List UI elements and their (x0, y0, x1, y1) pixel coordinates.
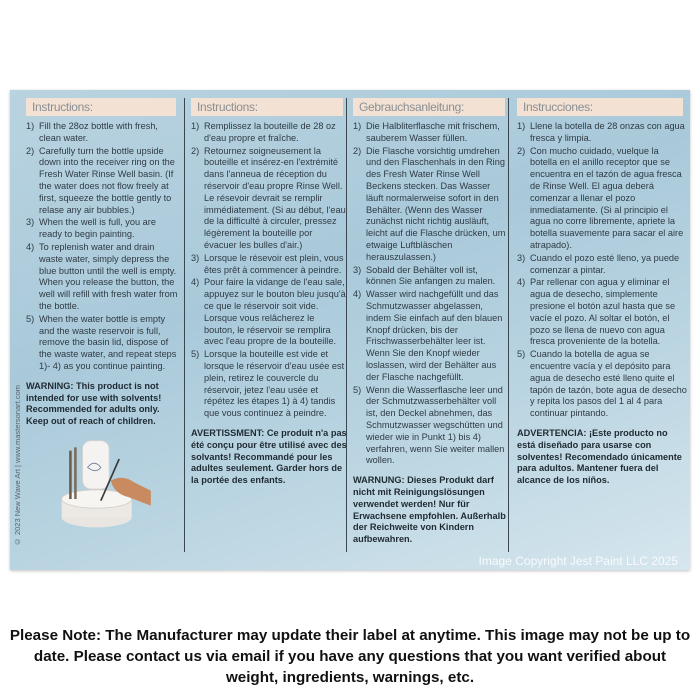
column-english (26, 98, 180, 552)
step-number: 3) (517, 252, 526, 263)
column-french (184, 98, 347, 552)
step-number: 2) (191, 145, 200, 156)
step-number: 4) (26, 241, 35, 252)
step-number: 5) (26, 313, 35, 324)
column-german (346, 98, 509, 552)
steps-list (191, 121, 347, 420)
step-number: 3) (191, 252, 200, 263)
instruction-step (517, 277, 687, 348)
step-number: 4) (191, 277, 200, 288)
step-number: 5) (191, 349, 200, 360)
step-number: 2) (26, 145, 35, 156)
step-number: 1) (353, 121, 362, 131)
warning-text: AVERTISSMENT: Ce produit n'a pas été conçu pour être utilisé avec des solvants! Recommandé pour les adultes seulement. Garder hors de la portée des enfants. (191, 427, 347, 486)
column-header: Instrucciones: (517, 98, 683, 116)
instruction-step (517, 253, 687, 277)
instruction-step (191, 253, 347, 277)
instruction-step (353, 385, 509, 468)
instruction-step (191, 277, 347, 348)
step-text: Cuando el pozo esté lleno, ya puede comenzar a pintar. (530, 252, 680, 275)
steps-list (353, 121, 509, 467)
instruction-step (353, 146, 509, 264)
step-text: When the water bottle is empty and the waste reservoir is full, remove the basin lid, dispose of the waste water, and repeat steps 1)- 4) as you continue painting. (39, 313, 177, 371)
step-text: Par rellenar con agua y eliminar el agua de desecho, simplemente presione el botón azul hasta que se vacíe el pozo. Al soltar el botón, el pozo se llena de nuevo con agua fresca proveniente de la botella. (530, 277, 676, 347)
step-text: Wenn die Wasserflasche leer und der Schmutzwasserbehälter voll ist, den Deckel abnehmen, das Schmutzwasser wegschütten und wieder wie in Punkt 1) bis 4) verfahren, wenn Sie weiter mallen wollen. (366, 384, 505, 466)
instruction-step (517, 349, 687, 420)
instruction-step (191, 121, 347, 145)
step-text: Lorsque la bouteille est vide et lorsque le réservoir d'eau usée est plein, retirez le couvercle du réservoir, jetez l'eau usée et répétez les étapes 1) à 4) tandis que vous continuez à peindre. (204, 349, 345, 419)
step-text: Remplissez la bouteille de 28 oz d'eau propre et fraîche. (204, 121, 336, 143)
step-text: Die Halbliterflasche mit frischem, sauberem Wasser füllen. (366, 121, 500, 143)
warning-text: WARNING: This product is not intended for use with solvents! Recommended for adults only. Keep out of reach of children. (26, 380, 162, 427)
step-text: Lorsque le résevoir est plein, vous êtes prêt à commencer à peindre. (204, 252, 344, 275)
instruction-step (26, 217, 180, 241)
steps-list (517, 121, 687, 420)
step-text: Sobald der Behälter voll ist, können Sie anfangen zu malen. (366, 264, 496, 287)
warning-text: WARNUNG: Dieses Produkt darf nicht mit Reinigungslösungen verwendet werden! Nur für Erwachsene empfohlen. Außerhalb der Reichweite von Kindern aufbewahren. (353, 475, 506, 545)
step-number: 1) (191, 121, 200, 131)
instruction-step (517, 121, 687, 145)
instruction-step (26, 121, 180, 145)
rinse-well-illustration (50, 434, 160, 534)
column-spanish (508, 98, 687, 552)
instruction-step (353, 289, 509, 383)
step-text: Retournez soigneusement la bouteille et insérez-en l'extrémité dans l'anneua de réception du réservoir d'eau propre Rinse Well. Le résevoir devrait se remplir immédiatement. (Si au début, l'eau de la difficulté à circuler, pressez légèrement la bouteille por évacuer les bulles d'air.) (204, 145, 346, 250)
step-number: 1) (26, 121, 35, 131)
warning-text: ADVERTENCIA: ¡Este producto no está diseñado para usarse con solventes! Recomendado únicamente para adultos. Mantener fuera del alcance de los niños. (517, 427, 682, 486)
disclaimer-note: Please Note: The Manufacturer may update their label at anytime. This image may not be up to date. Please contact us via email if you have any questions that you want verified about weight, ingredients, warnings, etc. (9, 627, 691, 686)
step-number: 5) (353, 384, 362, 395)
step-text: Carefully turn the bottle upside down into the receiver ring on the Fresh Water Rinse Well basin. (If the water does not flow freely at first, squeeze the bottle gently to relase any air bubbles.) (39, 145, 175, 215)
step-text: Pour faire la vidange de l'eau sale, appuyez sur le bouton bleu jusqu'à ce que le réservoir soit vide. Lorsque vous relâcherez le bouton, le réservoir se remplira avec l'eau propre de la bouteille. (204, 277, 346, 347)
step-number: 2) (517, 145, 526, 156)
step-text: Die Flasche vorsichtig umdrehen und den Flaschenhals in den Ring des Fresh Water Rinse Well Beckens stecken. Das Wasser läuft normalerweise sofort in den Behälter. (Wenn des Wasser zunächst nicht richtig ausläuft, leicht auf die Flasche drücken, um etwaige Luftbläschen herauszulassen.) (366, 145, 506, 262)
instruction-step (191, 349, 347, 420)
step-number: 3) (353, 264, 362, 275)
step-number: 2) (353, 145, 362, 156)
step-number: 3) (26, 217, 35, 228)
step-text: To replenish water and drain waste water, simply depress the blue button until the well is empty. When you release the button, the well will refill with fresh water from the bottle. (39, 241, 178, 311)
step-number: 5) (517, 349, 526, 360)
column-header: Gebrauchsanleitung: (353, 98, 505, 116)
step-number: 4) (353, 289, 362, 300)
step-number: 4) (517, 277, 526, 288)
step-text: Cuando la botella de agua se encuentre vacía y el depósito para agua de desecho esté lleno quite el tapón de tazón, bote agua de desecho y repita los pasos del 1 al 4 para continuar pintando. (530, 349, 687, 419)
copyright-side-text: © 2023 New Wave Art | www.mastersonart.com (13, 384, 22, 546)
instruction-step (191, 146, 347, 252)
step-text: Fill the 28oz bottle with fresh, clean water. (39, 121, 158, 143)
instruction-step (353, 265, 509, 289)
column-header: Instructions: (26, 98, 176, 116)
instruction-step (353, 121, 509, 145)
step-text: Wasser wird nachgefüllt und das Schmutzwasser abgelassen, indem Sie einfach auf den blauen Knopf drücken, bis der Frischwasserbehälter leer ist. Wenn Sie den Knopf wieder loslassen, wird der Behälter aus der Flasche nachgefüllt. (366, 289, 503, 382)
instruction-step (517, 146, 687, 252)
steps-list (26, 121, 180, 373)
copyright-watermark: Image Copyright Jest Paint LLC 2025 (478, 554, 678, 568)
product-label-photo (10, 90, 690, 570)
step-text: Llene la botella de 28 onzas con agua fresca y limpia. (530, 121, 685, 143)
column-header: Instructions: (191, 98, 343, 116)
instruction-step (26, 146, 180, 217)
step-text: Con mucho cuidado, vuelque la botella en el anillo receptor que se encuentra en el tazón de agua fresca de Rinse Well. El agua deberá comenzar a llenar el pozo inmediatamente. (Si al principio el agua no corre libremente, apriete la botella suavemente para sacar el aire atrapado). (530, 145, 684, 250)
step-text: When the well is full, you are ready to begin painting. (39, 217, 156, 240)
instruction-step (26, 314, 180, 373)
step-number: 1) (517, 121, 526, 131)
instruction-step (26, 242, 180, 313)
